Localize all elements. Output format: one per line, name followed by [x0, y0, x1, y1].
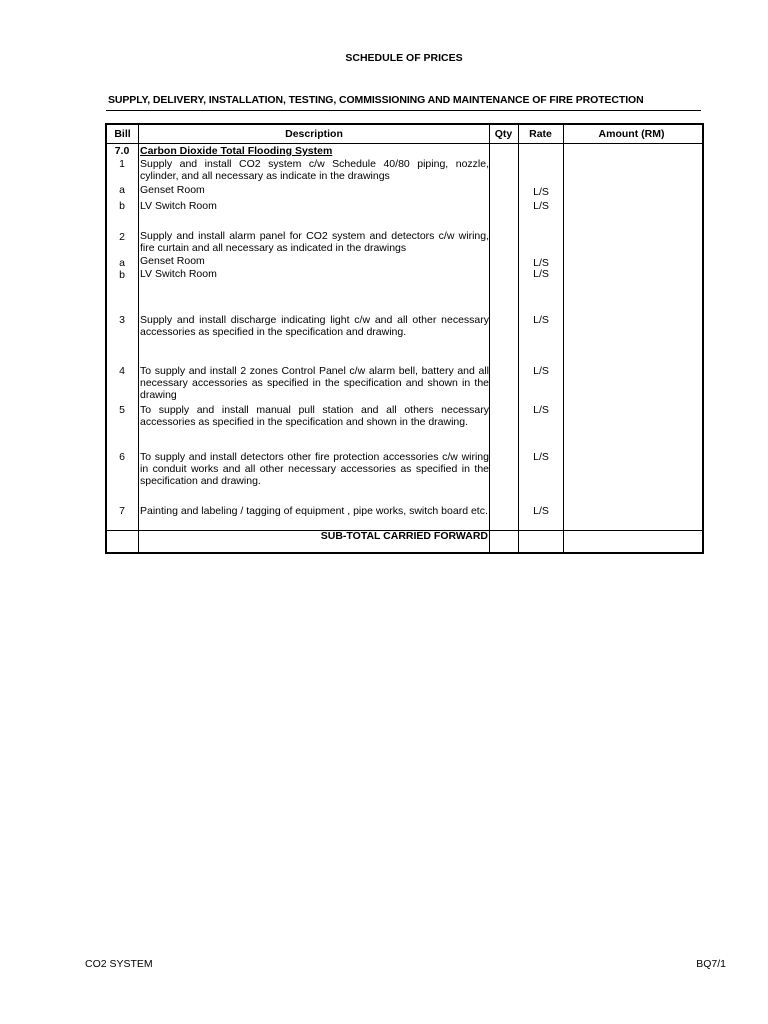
item-number: 4 [119, 365, 125, 377]
column-divider [563, 125, 564, 552]
item-rate: L/S [533, 365, 549, 377]
item-rate: L/S [533, 314, 549, 326]
item-number: 5 [119, 404, 125, 416]
item-description: Supply and install CO2 system c/w Schedule 40/80 piping, nozzle, cylinder, and all necessary as indicate in the drawings [140, 158, 489, 182]
column-divider [138, 125, 139, 552]
header-rate: Rate [529, 128, 552, 140]
item-number: a [119, 184, 125, 196]
header-qty: Qty [494, 128, 513, 140]
item-number: 1 [119, 158, 125, 170]
page-title: SCHEDULE OF PRICES [345, 52, 463, 64]
price-schedule-table [105, 123, 704, 554]
item-description: To supply and install manual pull station and all others necessary accessories as specified in the specification and shown in the drawing. [140, 404, 489, 428]
item-number: b [119, 269, 125, 281]
item-rate: L/S [533, 257, 549, 269]
header-rule [107, 143, 702, 144]
header-amount: Amount (RM) [598, 128, 665, 140]
item-number: 6 [119, 451, 125, 463]
page-subtitle: SUPPLY, DELIVERY, INSTALLATION, TESTING, COMMISSIONING AND MAINTENANCE OF FIRE PROTECTION [108, 94, 644, 106]
item-description: Supply and install alarm panel for CO2 system and detectors c/w wiring, fire curtain and all necessary as indicated in the drawings [140, 230, 489, 254]
item-rate: L/S [533, 404, 549, 416]
subtitle-rule [106, 110, 701, 111]
item-description: Supply and install discharge indicating light c/w and all other necessary accessories as specified in the specification and drawing. [140, 314, 489, 338]
header-bill: Bill [114, 128, 131, 140]
subtotal-label: SUB-TOTAL CARRIED FORWARD [320, 530, 488, 542]
item-rate: L/S [533, 505, 549, 517]
item-description: LV Switch Room [140, 200, 217, 212]
footer-section-name: CO2 SYSTEM [85, 958, 153, 970]
item-number: a [119, 257, 125, 269]
item-rate: L/S [533, 268, 549, 280]
item-description: LV Switch Room [140, 268, 217, 280]
item-description: To supply and install 2 zones Control Panel c/w alarm bell, battery and all necessary accessories as specified in the specification and shown in the drawing [140, 365, 489, 401]
column-divider [489, 125, 490, 552]
item-description: Genset Room [140, 184, 205, 196]
item-description: Painting and labeling / tagging of equipment , pipe works, switch board etc. [140, 505, 488, 517]
item-rate: L/S [533, 186, 549, 198]
header-description: Description [285, 128, 343, 140]
item-description: Genset Room [140, 255, 205, 267]
item-number: 7 [119, 505, 125, 517]
item-number: 2 [119, 231, 125, 243]
item-rate: L/S [533, 200, 549, 212]
item-number: b [119, 200, 125, 212]
item-number: 3 [119, 314, 125, 326]
section-number: 7.0 [114, 145, 130, 157]
section-title: Carbon Dioxide Total Flooding System [140, 145, 333, 157]
footer-page-ref: BQ7/1 [696, 958, 726, 970]
item-description: To supply and install detectors other fire protection accessories c/w wiring in conduit works and all other necessary accessories as specified in the specification and drawing. [140, 451, 489, 487]
item-rate: L/S [533, 451, 549, 463]
